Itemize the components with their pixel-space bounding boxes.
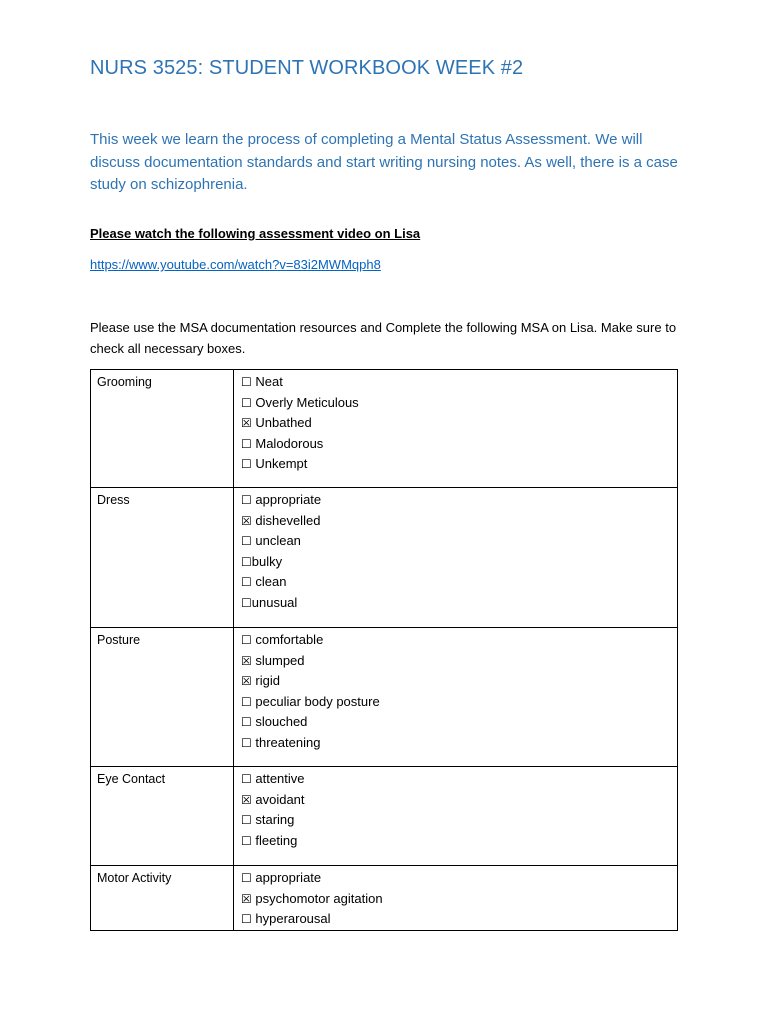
- msa-option-label: Malodorous: [251, 435, 324, 451]
- unchecked-box-icon[interactable]: ☐: [241, 575, 252, 589]
- msa-row: [91, 370, 678, 488]
- msa-option: [241, 511, 677, 532]
- msa-option-label: staring: [251, 812, 295, 827]
- msa-option: [241, 454, 677, 475]
- msa-option: [241, 413, 677, 434]
- msa-option: [241, 692, 677, 713]
- msa-option-label: dishevelled: [251, 512, 321, 528]
- msa-option-label: hyperarousal: [251, 911, 331, 926]
- checked-box-icon[interactable]: ☒: [241, 674, 252, 688]
- msa-option: [241, 909, 677, 930]
- msa-option: [241, 733, 677, 754]
- msa-category-cell: [91, 767, 234, 866]
- unchecked-box-icon[interactable]: ☐: [241, 457, 252, 471]
- msa-category-label: Posture: [97, 633, 141, 647]
- msa-row: [91, 628, 678, 767]
- msa-option-label: clean: [251, 574, 287, 589]
- msa-table: [90, 369, 678, 931]
- msa-option: [241, 434, 677, 455]
- msa-option-label: peculiar body posture: [251, 693, 380, 709]
- unchecked-box-icon[interactable]: ☐: [241, 554, 252, 569]
- msa-option: [241, 831, 677, 852]
- msa-option: [241, 552, 677, 573]
- checked-box-icon[interactable]: ☒: [241, 792, 252, 807]
- msa-option-label: unclean: [251, 533, 301, 548]
- msa-option-label: fleeting: [251, 832, 298, 848]
- msa-category-cell: [91, 370, 234, 488]
- msa-option-label: comfortable: [251, 632, 324, 647]
- checked-box-icon[interactable]: ☒: [241, 416, 252, 430]
- unchecked-box-icon[interactable]: ☐: [241, 436, 252, 451]
- unchecked-box-icon[interactable]: ☐: [241, 871, 252, 885]
- checked-box-icon[interactable]: ☒: [241, 653, 252, 668]
- checked-box-icon[interactable]: ☒: [241, 891, 252, 906]
- msa-option-label: bulky: [251, 553, 283, 569]
- msa-category-cell: [91, 488, 234, 628]
- checked-box-icon[interactable]: ☒: [241, 513, 252, 528]
- msa-category-label: Dress: [97, 493, 130, 507]
- msa-options-cell: [234, 866, 678, 931]
- msa-option: [241, 810, 677, 831]
- unchecked-box-icon[interactable]: ☐: [241, 833, 252, 848]
- unchecked-box-icon[interactable]: ☐: [241, 633, 252, 647]
- msa-options-cell: [234, 488, 678, 628]
- msa-option-label: Overly Meticulous: [251, 394, 359, 410]
- video-link[interactable]: https://www.youtube.com/watch?v=83i2MWMqph8: [90, 257, 381, 272]
- unchecked-box-icon[interactable]: ☐: [241, 715, 252, 729]
- msa-option: [241, 790, 677, 811]
- msa-option: [241, 769, 677, 790]
- msa-category-cell: [91, 866, 234, 931]
- msa-option-label: rigid: [251, 673, 280, 688]
- msa-row: [91, 488, 678, 628]
- msa-option-label: slouched: [251, 714, 308, 729]
- msa-option: [241, 630, 677, 651]
- msa-option: [241, 572, 677, 593]
- msa-category-label: Motor Activity: [97, 871, 172, 885]
- unchecked-box-icon[interactable]: ☐: [241, 395, 252, 410]
- msa-option-label: psychomotor agitation: [251, 890, 383, 906]
- msa-option-label: unusual: [251, 594, 298, 610]
- msa-option-label: Unbathed: [251, 415, 312, 430]
- msa-row: [91, 767, 678, 866]
- unchecked-box-icon[interactable]: ☐: [241, 694, 252, 709]
- msa-category-label: Grooming: [97, 375, 152, 389]
- msa-options-cell: [234, 370, 678, 488]
- msa-option-label: slumped: [251, 652, 305, 668]
- msa-option-label: avoidant: [251, 791, 305, 807]
- msa-category-cell: [91, 628, 234, 767]
- msa-option: [241, 490, 677, 511]
- msa-option: [241, 868, 677, 889]
- unchecked-box-icon[interactable]: ☐: [241, 375, 252, 389]
- msa-option-label: Neat: [251, 374, 283, 389]
- msa-option: [241, 671, 677, 692]
- instructions-paragraph: Please use the MSA documentation resources and Complete the following MSA on Lisa. Make sure to check all necessary boxes.: [90, 320, 677, 356]
- page-title: NURS 3525: STUDENT WORKBOOK WEEK #2: [90, 57, 524, 79]
- msa-options-cell: [234, 628, 678, 767]
- unchecked-box-icon[interactable]: ☐: [241, 493, 252, 507]
- unchecked-box-icon[interactable]: ☐: [241, 735, 252, 750]
- msa-option-label: appropriate: [251, 870, 322, 885]
- intro-paragraph: This week we learn the process of completing a Mental Status Assessment. We will discuss documentation standards and start writing nursing notes. As well, there is a case study on schizophrenia.: [90, 131, 678, 193]
- msa-option-label: attentive: [251, 771, 305, 786]
- msa-option: [241, 372, 677, 393]
- msa-option: [241, 393, 677, 414]
- unchecked-box-icon[interactable]: ☐: [241, 595, 252, 610]
- msa-option: [241, 593, 677, 614]
- msa-option-label: threatening: [251, 734, 321, 750]
- msa-option: [241, 712, 677, 733]
- msa-option: [241, 889, 677, 910]
- msa-options-cell: [234, 767, 678, 866]
- msa-option-label: appropriate: [251, 492, 322, 507]
- unchecked-box-icon[interactable]: ☐: [241, 772, 252, 786]
- msa-category-label: Eye Contact: [97, 772, 166, 786]
- unchecked-box-icon[interactable]: ☐: [241, 534, 252, 548]
- unchecked-box-icon[interactable]: ☐: [241, 813, 252, 827]
- msa-row: [91, 866, 678, 931]
- msa-option: [241, 651, 677, 672]
- watch-video-heading: Please watch the following assessment video on Lisa: [90, 226, 421, 241]
- msa-option: [241, 531, 677, 552]
- unchecked-box-icon[interactable]: ☐: [241, 912, 252, 926]
- msa-option-label: Unkempt: [251, 456, 308, 471]
